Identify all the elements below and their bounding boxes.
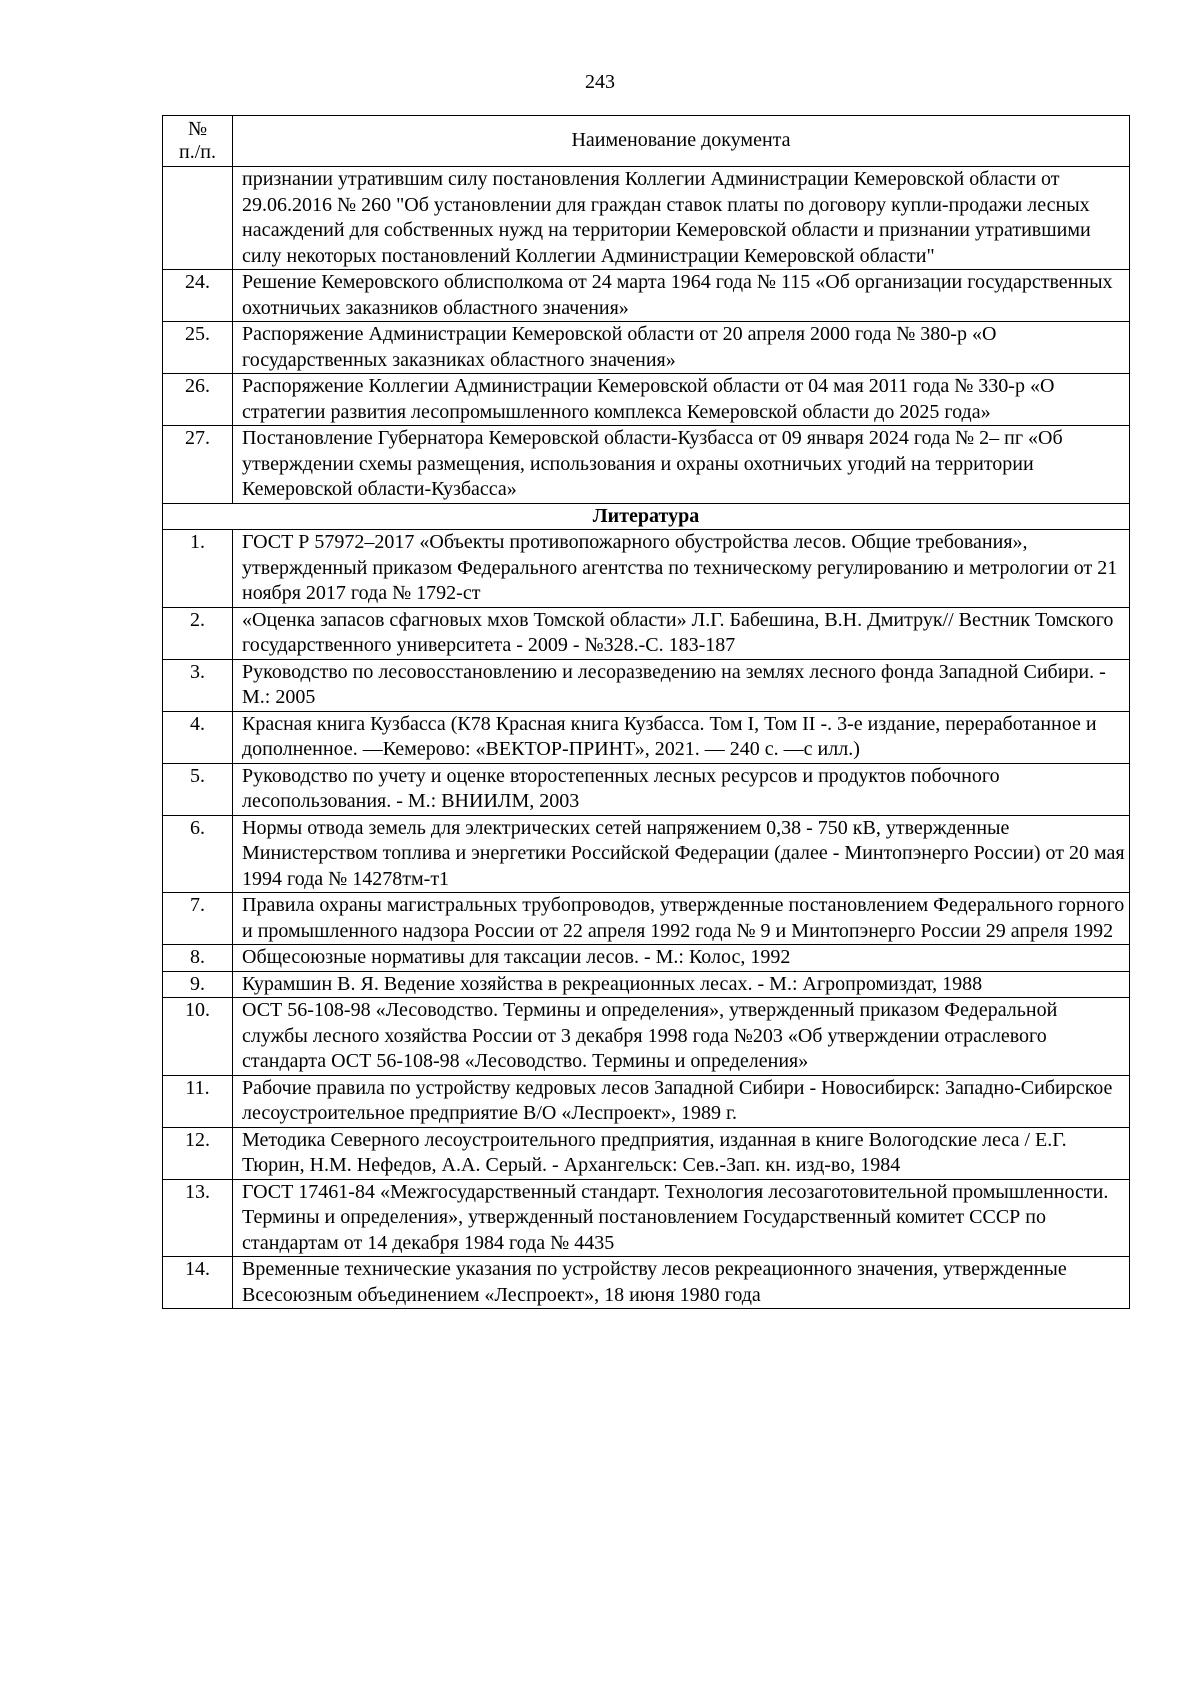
section-title-literature: Литература <box>163 503 1130 530</box>
table-row <box>163 998 1130 1076</box>
row-number: 25. <box>163 322 233 374</box>
row-document-name: ОСТ 56-108-98 «Лесоводство. Термины и определения», утвержденный приказом Федеральной службы лесного хозяйства России от 3 декабря 1998 года №203 «Об утверждении отраслевого стандарта ОСТ 56-108-98 «Лесоводство. Термины и определения» <box>233 998 1130 1076</box>
row-number: 11. <box>163 1075 233 1127</box>
table-row <box>163 763 1130 815</box>
row-document-name: ГОСТ 17461-84 «Межгосударственный стандарт. Технология лесозаготовительной промышленности. Термины и определения», утвержденный постановлением Государственный комитет СССР по стандартам от 14 декабря 1984 года № 4435 <box>233 1179 1130 1257</box>
row-document-name: Методика Северного лесоустроительного предприятия, изданная в книге Вологодские леса / Е.Г. Тюрин, Н.М. Нефедов, А.А. Серый. - Архангельск: Сев.-Зап. кн. изд-во, 1984 <box>233 1127 1130 1179</box>
table-row <box>163 270 1130 322</box>
row-document-name: признании утратившим силу постановления Коллегии Администрации Кемеровской области от 29.06.2016 № 260 "Об установлении для граждан ставок платы по договору купли-продажи лесных насаждений для собственных нужд на территории Кемеровской области и признании утратившими силу некоторых постановлений Коллегии Администрации Кемеровской области" <box>233 167 1130 270</box>
row-document-name: Постановление Губернатора Кемеровской области-Кузбасса от 09 января 2024 года № 2– пг «Об утверждении схемы размещения, использования и охраны охотничьих угодий на территории Кемеровской области-Кузбасса» <box>233 426 1130 504</box>
table-row-continuation <box>163 167 1130 270</box>
table-row <box>163 426 1130 504</box>
table-row <box>163 711 1130 763</box>
header-number-abbrev: п./п. <box>179 141 216 163</box>
row-document-name: «Оценка запасов сфагновых мхов Томской области» Л.Г. Бабешина, В.Н. Дмитрук// Вестник Томского государственного университета - 2009 - №328.-С. 183-187 <box>233 607 1130 659</box>
header-number-sign: № <box>187 118 208 140</box>
row-document-name: Нормы отвода земель для электрических сетей напряжением 0,38 - 750 кВ, утвержденные Министерством топлива и энергетики Российской Федерации (далее - Минтопэнерго России) от 20 мая 1994 года № 14278тм-т1 <box>233 815 1130 893</box>
table-row <box>163 1127 1130 1179</box>
row-document-name: Курамшин В. Я. Ведение хозяйства в рекреационных лесах. - М.: Агропромиздат, 1988 <box>233 971 1130 998</box>
row-document-name: ГОСТ Р 57972–2017 «Объекты противопожарного обустройства лесов. Общие требования», утвержденный приказом Федерального агентства по техническому регулированию и метрологии от 21 ноября 2017 года № 1792-ст <box>233 530 1130 608</box>
table-row <box>163 815 1130 893</box>
row-document-name: Временные технические указания по устройству лесов рекреационного значения, утвержденные Всесоюзным объединением «Леспроект», 18 июня 1980 года <box>233 1257 1130 1309</box>
table-row <box>163 374 1130 426</box>
row-number: 6. <box>163 815 233 893</box>
row-number: 8. <box>163 945 233 972</box>
table-row <box>163 1075 1130 1127</box>
row-number: 26. <box>163 374 233 426</box>
row-number: 2. <box>163 607 233 659</box>
table-body <box>163 167 1130 1309</box>
table-row <box>163 971 1130 998</box>
page-number: 243 <box>585 71 615 93</box>
table-row <box>163 659 1130 711</box>
header-number-column <box>163 116 233 167</box>
row-document-name: Красная книга Кузбасса (К78 Красная книга Кузбасса. Том I, Том II -. 3-е издание, переработанное и дополненное. —Кемерово: «ВЕКТОР-ПРИНТ», 2021. — 240 с. —с илл.) <box>233 711 1130 763</box>
table-row <box>163 607 1130 659</box>
section-row <box>163 503 1130 530</box>
table-row <box>163 893 1130 945</box>
row-number: 24. <box>163 270 233 322</box>
row-number: 3. <box>163 659 233 711</box>
row-document-name: Рабочие правила по устройству кедровых лесов Западной Сибири - Новосибирск: Западно-Сибирское лесоустроительное предприятие В/О «Леспроект», 1989 г. <box>233 1075 1130 1127</box>
row-number-empty <box>163 167 233 270</box>
table-header <box>163 116 1130 167</box>
row-number: 7. <box>163 893 233 945</box>
header-document-name: Наименование документа <box>233 116 1130 167</box>
row-number: 27. <box>163 426 233 504</box>
row-document-name: Правила охраны магистральных трубопроводов, утвержденные постановлением Федерального горного и промышленного надзора России от 22 апреля 1992 года № 9 и Минтопэнерго России 29 апреля 1992 <box>233 893 1130 945</box>
table-row <box>163 322 1130 374</box>
table-row <box>163 1179 1130 1257</box>
row-document-name: Решение Кемеровского облисполкома от 24 марта 1964 года № 115 «Об организации государственных охотничьих заказников областного значения» <box>233 270 1130 322</box>
row-number: 14. <box>163 1257 233 1309</box>
table-row <box>163 530 1130 608</box>
row-number: 4. <box>163 711 233 763</box>
table-header-row <box>163 116 1130 167</box>
row-number: 5. <box>163 763 233 815</box>
row-number: 13. <box>163 1179 233 1257</box>
table-row <box>163 945 1130 972</box>
row-number: 9. <box>163 971 233 998</box>
row-document-name: Распоряжение Администрации Кемеровской области от 20 апреля 2000 года № 380-р «О государственных заказниках областного значения» <box>233 322 1130 374</box>
row-number: 1. <box>163 530 233 608</box>
row-number: 12. <box>163 1127 233 1179</box>
table-row <box>163 1257 1130 1309</box>
row-number: 10. <box>163 998 233 1076</box>
row-document-name: Распоряжение Коллегии Администрации Кемеровской области от 04 мая 2011 года № 330-р «О стратегии развития лесопромышленного комплекса Кемеровской области до 2025 года» <box>233 374 1130 426</box>
row-document-name: Руководство по лесовосстановлению и лесоразведению на землях лесного фонда Западной Сибири. - М.: 2005 <box>233 659 1130 711</box>
documents-table <box>162 115 1130 1309</box>
row-document-name: Общесоюзные нормативы для таксации лесов. - М.: Колос, 1992 <box>233 945 1130 972</box>
row-document-name: Руководство по учету и оценке второстепенных лесных ресурсов и продуктов побочного лесопользования. - М.: ВНИИЛМ, 2003 <box>233 763 1130 815</box>
